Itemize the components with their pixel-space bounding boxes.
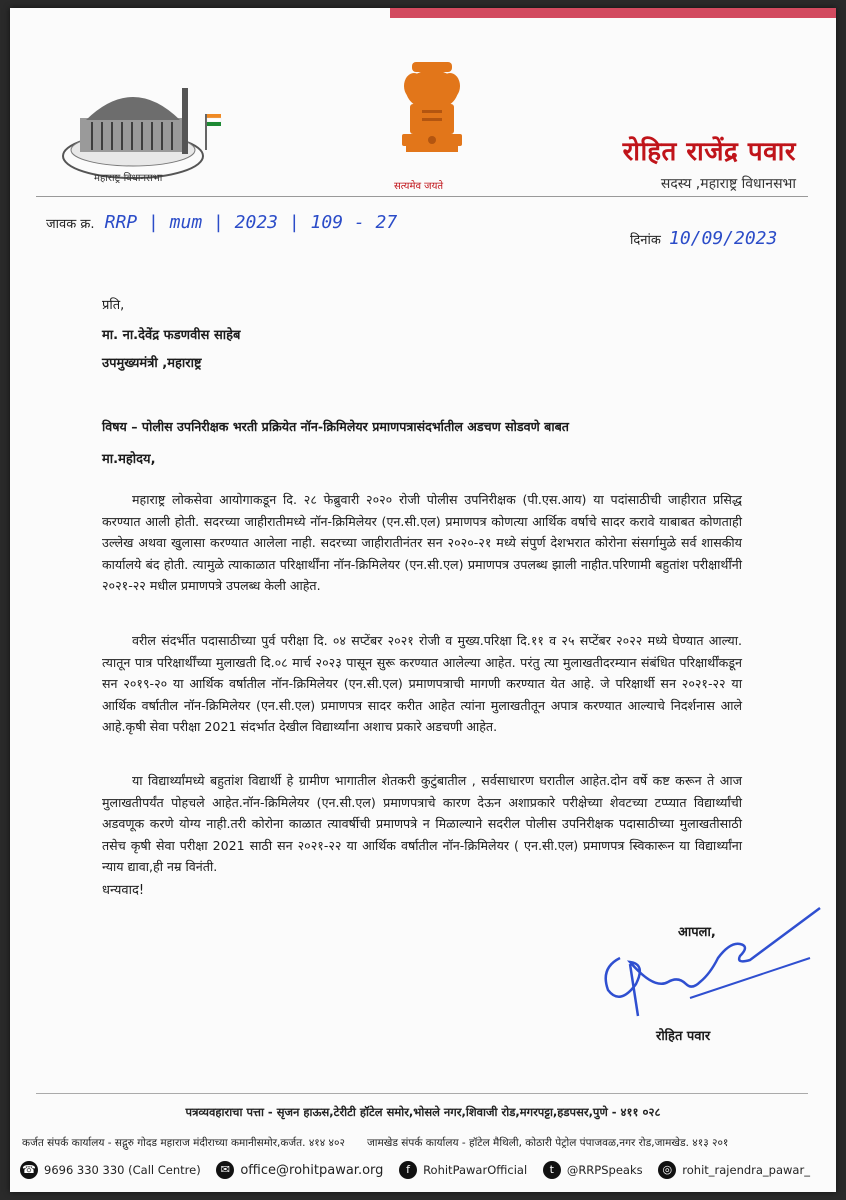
facebook-handle[interactable]: RohitPawarOfficial [423,1163,528,1177]
email-address[interactable]: office@rohitpawar.org [240,1162,384,1178]
recipient-title: उपमुख्यमंत्री ,महाराष्ट्र [102,356,202,371]
twitter-contact[interactable] [543,1161,643,1179]
signature-block [600,898,836,1058]
signatory-name: रोहित पवार [656,1029,711,1044]
date-value: 10/09/2023 [668,228,778,249]
closing-thanks: धन्यवाद! [102,883,145,898]
sender-designation: सदस्य ,महाराष्ट्र विधानसभा [660,176,796,192]
letter-page [10,8,836,1192]
phone-icon: ☎ [20,1161,38,1179]
emblem-motto: सत्यमेव जयते [394,181,444,192]
email-icon: ✉ [216,1161,234,1179]
correspondence-address: पत्रव्यवहाराचा पत्ता - सृजन हाऊस,टेरीटी हॉटेल समोर,भोसले नगर,शिवाजी रोड,मगरपट्टा,हडपसर,पुणे - ४११ ०२८ [185,1105,661,1119]
karjat-office: कर्जत संपर्क कार्यालय - सद्गुरु गोदड महाराज मंदीराच्या कमानीसमोर,कर्जत. ४१४ ४०२ [22,1137,345,1149]
salutation: मा.महोदय, [102,452,156,467]
date-label: दिनांक [630,233,661,248]
sender-name: रोहित राजेंद्र पवार [622,137,796,167]
facebook-icon: f [399,1161,417,1179]
contact-bar [20,1158,810,1182]
footer-divider [36,1093,808,1094]
jamkhed-office: जामखेड संपर्क कार्यालय - हॉटेल मैथिली, कोठारी पेट्रोल पंपाजवळ,नगर रोड,जामखेड. ४१३ २०१ [366,1137,729,1149]
paragraph-2: वरील संदर्भीत पदासाठीच्या पुर्व परीक्षा दि. ०४ सप्टेंबर २०२१ रोजी व मुख्य.परिक्षा दि.११ व २५ सप्टेंबर २०२२ मध्ये घेण्यात आल्या. त्यातून पात्र परिक्षार्थींच्या मुलाखती दि.०८ मार्च २०२३ पासून सुरू करण्यात आलेल्या आहेत. परंतु त्या मुलाखतीदरम्यान संबंधित परिक्षार्थींकडून सन २०१९-२० या आर्थिक वर्षातील नॉन-क्रिमिलेयर (एन.सी.एल) प्रमाणपत्राची मागणी करण्यात येत आहे. जे परिक्षार्थी सन २०२१-२२ या आर्थिक वर्षातील नॉन-क्रिमिलेयर (एन.सी.एल) प्रमाणपत्र सादर करीत आहेत त्यांना मुलाखतीतून अपात्र करण्यात आल्याचे निदर्शनास आले आहे.कृषी सेवा परीक्षा 2021 संदर्भात देखील विद्यार्थ्यांना अशाच प्रकारे अडचणी आहेत. [102,633,742,734]
phone-number: 9696 330 330 (Call Centre) [44,1163,201,1177]
paragraph-1: महाराष्ट्र लोकसेवा आयोगाकडून दि. २८ फेब्रुवारी २०२० रोजी पोलीस उपनिरीक्षक (पी.एस.आय) या पदांसाठीची जाहीरात प्रसिद्ध करण्यात आली होती. सदरच्या जाहीरातीमध्ये नॉन-क्रिमिलेयर (एन.सी.एल) प्रमाणपत्र कोणत्या आर्थिक वर्षाचे सादर करावे याबाबत कोणताही उल्लेख अथवा खुलासा करण्यात आलेला नाही. सदरच्या जाहीरातीनंतर सन २०२०-२१ मध्ये संपुर्ण देशभरात कोरोना संसर्गामुळे सर्व शासकीय कार्यालये बंद होती. त्यामुळे त्याकाळात परिक्षार्थींना नॉन-क्रिमिलेयर (एन.सी.एल) प्रमाणपत्र उपलब्ध झाली नाहीत.परिणामी बहुतांश परीक्षार्थींनी २०२१-२२ मधील प्रमाणपत्रे उपलब्ध केली आहेत. [102,492,742,593]
office-addresses [22,1136,728,1150]
vidhan-sabha-logo [58,70,238,192]
national-emblem [382,56,482,196]
email-contact[interactable] [216,1161,383,1179]
instagram-contact[interactable] [658,1161,810,1179]
paragraph-3: या विद्यार्थ्यांमध्ये बहुतांश विद्यार्थी हे ग्रामीण भागातील शेतकरी कुटुंबातील , सर्वसाधारण घरातील आहेत.दोन वर्षे कष्ट करून ते आज मुलाखतीपर्यंत पोहचले आहेत.नॉन-क्रिमिलेयर (एन.सी.एल) प्रमाणपत्राचे कारण देऊन अशाप्रकारे परीक्षेच्या शेवटच्या टप्प्यात विद्यार्थ्यांची अडवणूक करणे योग्य नाही.तरी कोरोना काळात त्यावर्षीची प्रमाणपत्रे न मिळाल्याने सदरील पोलीस उपनिरीक्षक पदासाठीच्या मुलाखतीसाठी तसेच कृषी सेवा परीक्षा 2021 साठी सन २०२१-२२ या आर्थिक वर्षातील नॉन-क्रिमिलेयर ( एन.सी.एल) प्रमाणपत्र स्विकारून या विद्यार्थ्यांना न्याय द्यावा,ही नम्र विनंती. [102,773,742,874]
logo-caption: महाराष्ट्र विधानसभा [94,173,163,184]
handwritten-signature [590,898,830,1018]
reference-label: जावक क्र. [46,217,95,232]
twitter-icon: t [543,1161,561,1179]
facebook-contact[interactable] [399,1161,527,1179]
reference-number: RRP | mum | 2023 | 109 - 27 [104,212,398,233]
header-divider [36,196,808,197]
twitter-handle[interactable]: @RRPSpeaks [566,1163,643,1177]
recipient-to: प्रति, [102,298,125,313]
subject-line: विषय – पोलीस उपनिरीक्षक भरती प्रक्रियेत नॉन-क्रिमिलेयर प्रमाणपत्रासंदर्भातील अडचण सोडवणे बाबत [102,419,569,434]
instagram-icon: ◎ [658,1161,676,1179]
date-row [630,228,777,249]
recipient-name: मा. ना.देवेंद्र फडणवीस साहेब [102,328,241,343]
reference-row [46,212,397,233]
sender-block [623,132,796,193]
signature-yours: आपला, [678,925,716,940]
background-folder-edge [390,8,836,18]
phone-contact [20,1161,201,1179]
instagram-handle[interactable]: rohit_rajendra_pawar_ [682,1163,810,1177]
